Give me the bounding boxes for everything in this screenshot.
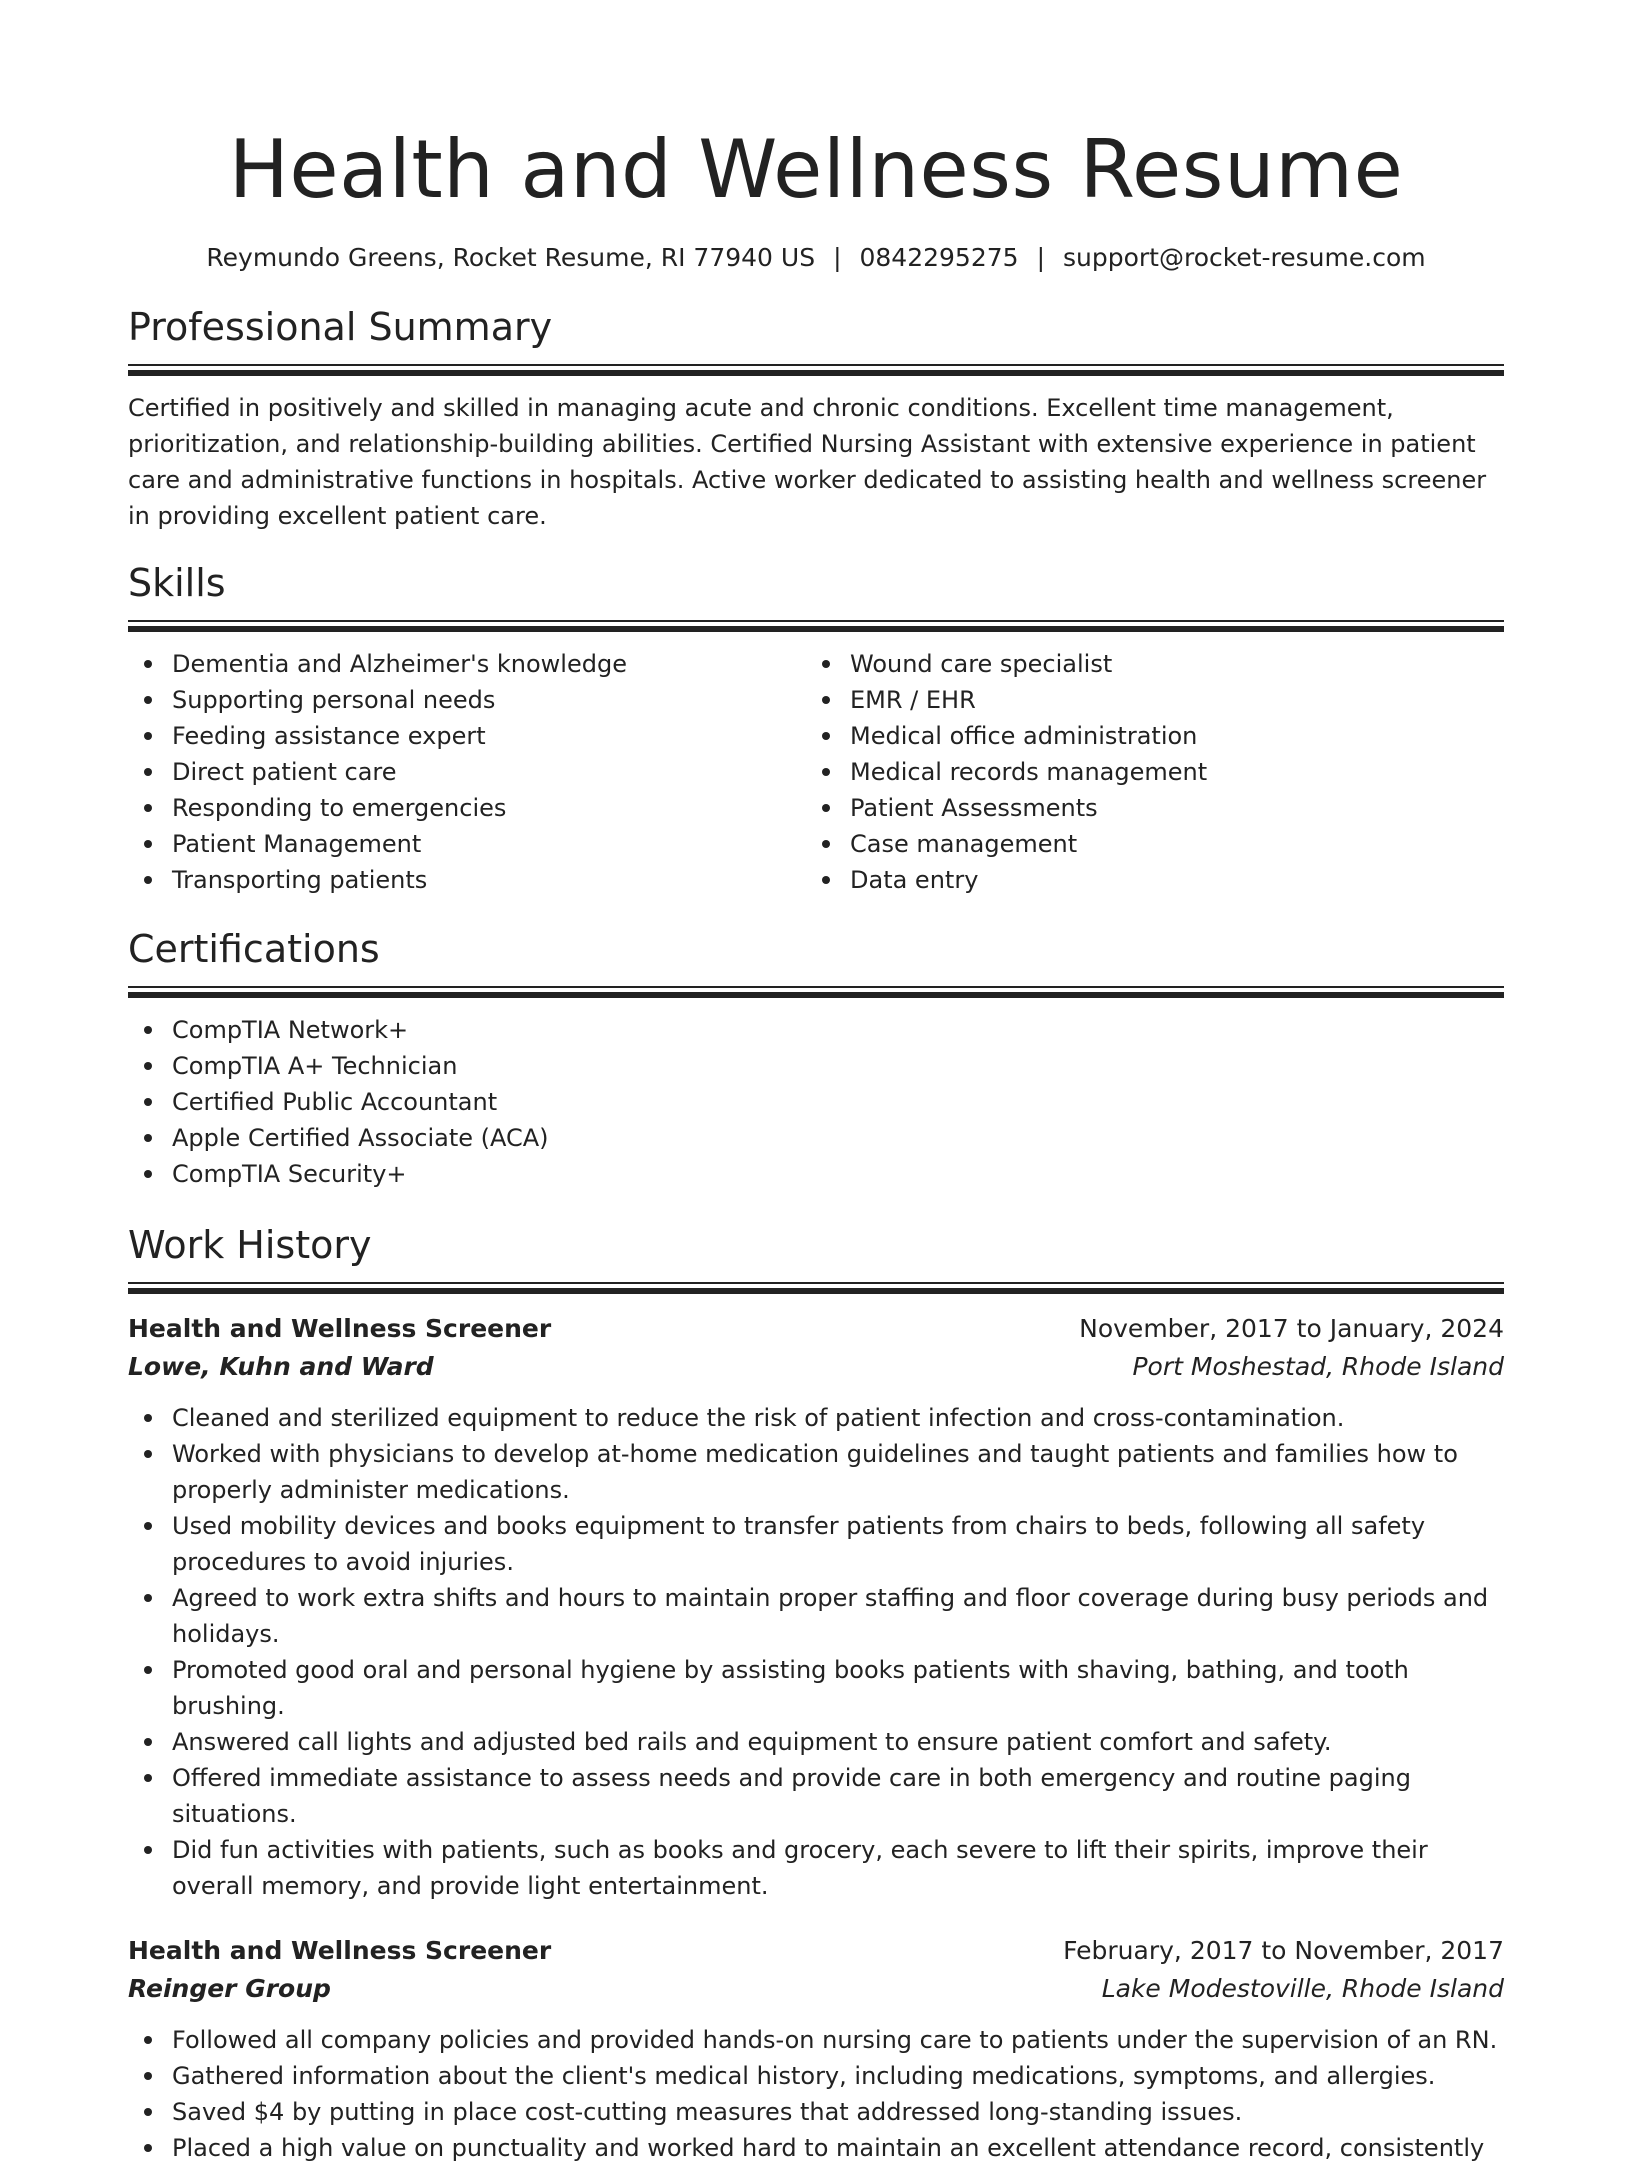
job-dates: February, 2017 to November, 2017 [1063, 1936, 1504, 1965]
skill-item: Feeding assistance expert [172, 718, 806, 754]
job-bullet: Cleaned and sterilized equipment to reduce the risk of patient infection and cross-contamination. [172, 1400, 1504, 1436]
section-divider [128, 986, 1504, 998]
job-entry [128, 1932, 1504, 2166]
contact-separator: | [833, 243, 842, 272]
skill-item: Data entry [850, 862, 1484, 898]
resume-title: Health and Wellness Resume [228, 123, 1404, 216]
certifications-list [128, 1012, 1504, 1192]
section-divider [128, 1282, 1504, 1294]
skills-grid [128, 632, 1504, 898]
job-bullets [128, 2022, 1504, 2166]
certification-item: Apple Certified Associate (ACA) [172, 1120, 1504, 1156]
skills-column-left [128, 632, 806, 898]
job-company: Reinger Group [128, 1974, 331, 2003]
skill-item: Dementia and Alzheimer's knowledge [172, 646, 806, 682]
section-heading: Professional Summary [128, 305, 553, 349]
job-bullet: Worked with physicians to develop at-home medication guidelines and taught patients and families how to properly administer medications. [172, 1436, 1504, 1508]
contact-email[interactable]: support@rocket-resume.com [1063, 243, 1426, 272]
certification-item: CompTIA Security+ [172, 1156, 1504, 1192]
job-bullet: Placed a high value on punctuality and worked hard to maintain an excellent attendance record, consistently [172, 2130, 1504, 2166]
job-subheader [128, 1970, 1504, 2008]
summary-text: Certified in positively and skilled in managing acute and chronic conditions. Excellent time management, prioritization, and relationship-building abilities. Certified Nursing Assistant with extensive experience in patient care and administrative functions in hospitals. Active worker dedicated to assisting health and wellness screener in providing excellent patient care. [128, 394, 1487, 530]
job-bullet: Saved $4 by putting in place cost-cutting measures that addressed long-standing issues. [172, 2094, 1504, 2130]
job-bullet: Agreed to work extra shifts and hours to maintain proper staffing and floor coverage during busy periods and holidays. [172, 1580, 1504, 1652]
job-header [128, 1310, 1504, 1348]
skill-item: Patient Management [172, 826, 806, 862]
work-history-section [128, 1222, 1504, 2166]
job-subheader [128, 1348, 1504, 1386]
skills-list-left [128, 646, 806, 898]
summary-section [128, 304, 1504, 534]
contact-address: Reymundo Greens, Rocket Resume, RI 77940 US [206, 243, 816, 272]
skill-item: Supporting personal needs [172, 682, 806, 718]
certification-item: Certified Public Accountant [172, 1084, 1504, 1120]
skill-item: EMR / EHR [850, 682, 1484, 718]
certifications-section [128, 926, 1504, 1192]
skill-item: Medical records management [850, 754, 1484, 790]
skill-item: Case management [850, 826, 1484, 862]
skill-item: Direct patient care [172, 754, 806, 790]
job-bullets [128, 1400, 1504, 1904]
skill-item: Medical office administration [850, 718, 1484, 754]
skill-item: Transporting patients [172, 862, 806, 898]
section-heading: Work History [128, 1223, 372, 1267]
job-location: Lake Modestoville, Rhode Island [1101, 1974, 1504, 2003]
skill-item: Responding to emergencies [172, 790, 806, 826]
job-title: Health and Wellness Screener [128, 1936, 552, 1965]
contact-separator: | [1036, 243, 1045, 272]
contact-phone: 0842295275 [859, 243, 1019, 272]
job-bullet: Followed all company policies and provided hands-on nursing care to patients under the supervision of an RN. [172, 2022, 1504, 2058]
skill-item: Patient Assessments [850, 790, 1484, 826]
job-company: Lowe, Kuhn and Ward [128, 1352, 434, 1381]
job-location: Port Moshestad, Rhode Island [1132, 1352, 1504, 1381]
contact-line [128, 242, 1504, 274]
job-bullet: Answered call lights and adjusted bed rails and equipment to ensure patient comfort and safety. [172, 1724, 1504, 1760]
job-dates: November, 2017 to January, 2024 [1079, 1314, 1504, 1343]
certification-item: CompTIA Network+ [172, 1012, 1504, 1048]
section-divider [128, 620, 1504, 632]
job-bullet: Promoted good oral and personal hygiene by assisting books patients with shaving, bathing, and tooth brushing. [172, 1652, 1504, 1724]
skill-item: Wound care specialist [850, 646, 1484, 682]
section-divider [128, 364, 1504, 376]
section-heading: Certifications [128, 927, 380, 971]
job-title: Health and Wellness Screener [128, 1314, 552, 1343]
job-entry [128, 1310, 1504, 1904]
job-bullet: Offered immediate assistance to assess needs and provide care in both emergency and routine paging situations. [172, 1760, 1504, 1832]
certification-item: CompTIA A+ Technician [172, 1048, 1504, 1084]
job-bullet: Gathered information about the client's medical history, including medications, symptoms, and allergies. [172, 2058, 1504, 2094]
section-heading: Skills [128, 561, 226, 605]
resume-page [128, 0, 1504, 2166]
skills-column-right [806, 632, 1484, 898]
skills-section [128, 560, 1504, 898]
job-bullet: Used mobility devices and books equipment to transfer patients from chairs to beds, following all safety procedures to avoid injuries. [172, 1508, 1504, 1580]
skills-list-right [806, 646, 1484, 898]
job-header [128, 1932, 1504, 1970]
job-bullet: Did fun activities with patients, such as books and grocery, each severe to lift their spirits, improve their overall memory, and provide light entertainment. [172, 1832, 1504, 1904]
